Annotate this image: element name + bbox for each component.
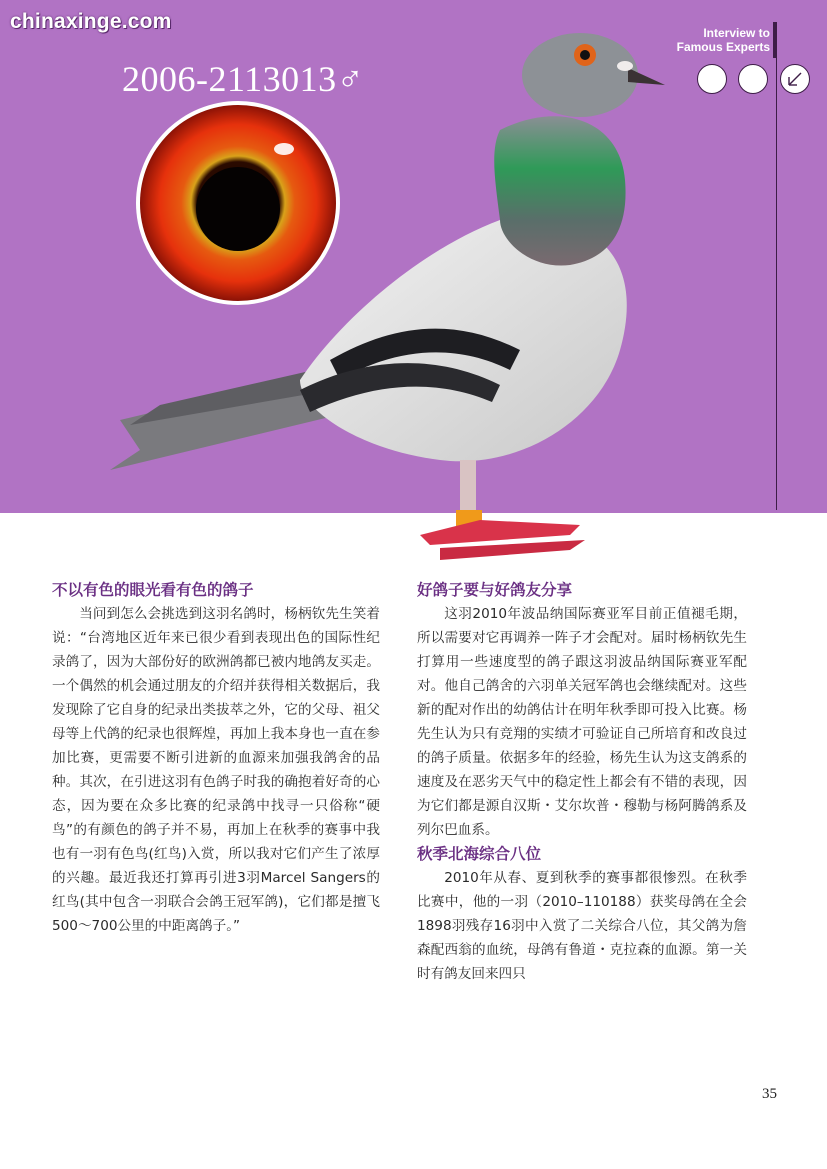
section-tag-bar: [773, 22, 777, 58]
ring-number-title: 2006-2113013♂: [122, 59, 365, 99]
right-column-paragraph-1: 这羽2010年波品纳国际赛亚军目前正值褪毛期，所以需要对它再调养一阵子才会配对。届时杨柄钦先生打算用一些速度型的鸽子跟这羽波品纳国际赛亚军配对。他自己鸽舍的六羽单关冠军鸽也会继续配对。这些新的配对作出的幼鸽估计在明年秋季即可投入比赛。杨先生认为只有竞翔的实绩才可验证自己所培育和改良过的鸽子质量。依据多年的经验，杨先生认为这支鸽系的速度及在恶劣天气中的稳定性上都会有不错的表现，因为它们都是源自汉斯・艾尔坎普・穆勒与杨阿腾鸽系及列尔巴血系。: [417, 606, 747, 838]
page-number: 35: [762, 1086, 777, 1102]
hero-banner: [0, 0, 827, 513]
right-column: [417, 578, 747, 986]
arrow-circle-icon: [780, 64, 810, 94]
pigeon-photo: [100, 20, 700, 580]
right-column-heading-2: 秋季北海综合八位: [417, 845, 542, 863]
right-column-paragraph-2: 2010年从春、夏到秋季的赛事都很惨烈。在秋季比赛中，他的一羽（2010–110188）获奖母鸽在全会1898羽残存16羽中入赏了二关综合八位，其父鸽为詹森配西翁的血统，母鸽有鲁道・克拉森的血源。第一关时有鸽友回来四只: [417, 870, 747, 982]
section-tag-line2: Famous Experts: [676, 40, 770, 54]
side-rule: [776, 58, 777, 510]
left-column-paragraph: 当问到怎么会挑选到这羽名鸽时，杨柄钦先生笑着说：“台湾地区近年来已很少看到表现出色的国际性纪录鸽了，因为大部份好的欧洲鸽都已被内地鸽友买走。一个偶然的机会通过朋友的介绍并获得相关数据后，我发现除了它自身的纪录出类拔萃之外，它的父母、祖父母等上代鸽的纪录也很辉煌，再加上我本身也一直在参加比赛，更需要不断引进新的血源来加强我鸽舍的品种。其次，在引进这羽有色鸽子时我的确抱着好奇的心态，因为要在众多比赛的纪录鸽中找寻一只俗称“硬鸟”的有颜色的鸽子并不易，再加上在秋季的赛事中我也有一羽有色鸟(红鸟)入赏，所以我对它们产生了浓厚的兴趣。最近我还打算再引进3羽Marcel Sangers的红鸟(其中包含一羽联合会鸽王冠军鸽)，它们都是擅飞500～700公里的中距离鸽子。”: [52, 606, 380, 934]
circle-icon: [738, 64, 768, 94]
circle-icon: [697, 64, 727, 94]
left-column-heading: 不以有色的眼光看有色的鸽子: [52, 581, 254, 599]
section-tag-line1: Interview to: [703, 26, 770, 40]
right-column-heading-1: 好鸽子要与好鸽友分享: [417, 581, 573, 599]
left-column: [52, 578, 380, 938]
site-watermark: chinaxinge.com: [10, 10, 172, 33]
